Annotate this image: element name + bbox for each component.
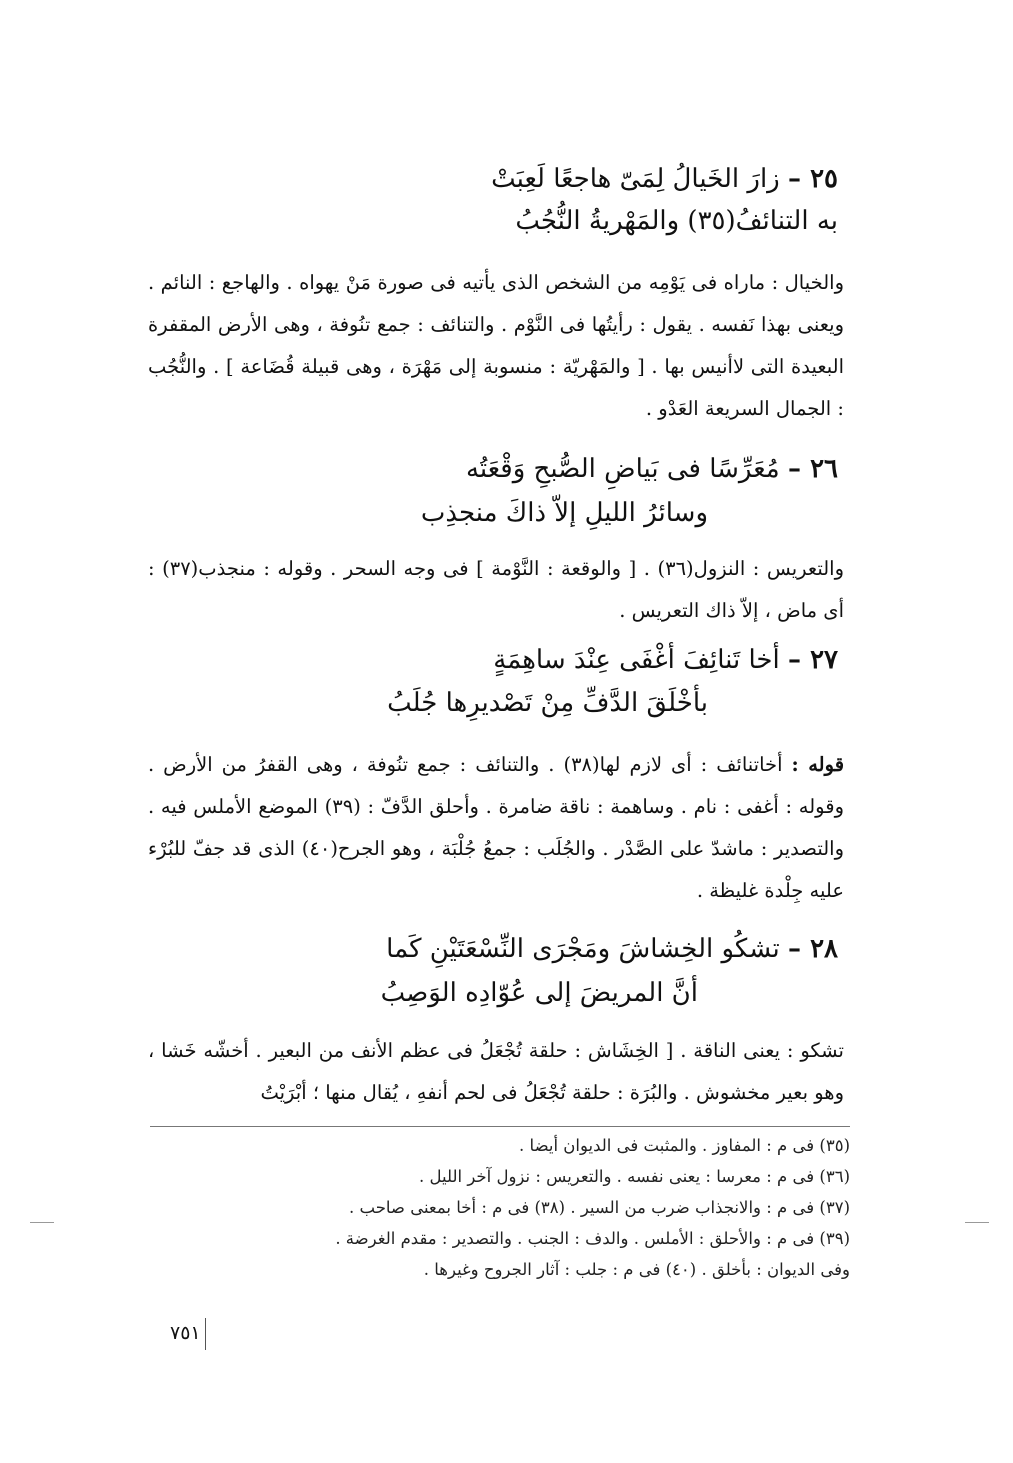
verse-28-second-hemistich: أنَّ المريضَ إلى عُوّادِه الوَصِبُ [380,978,698,1008]
verse-number: ٢٥ – [788,164,838,194]
footnote-divider [150,1126,850,1127]
commentary-verse-25: والخيال : ماراه فى يَوْمِه من الشخص الذى يأتيه فى صورة مَنْ يهواه . والهاجع : النائم . ويعنى بهذا نَفسه . يقول : رأيتُها فى النَّوْم . والتنائف : جمع تنُوفة ، وهى الأرض المقفرة البعيدة التى لاأنيس بها . [ والمَهْريّة : منسوبة إلى مَهْرَة ، وهى قبيلة قُضَاعة ] . والنُّجُب : الجمال السريعة العَدْو . [148,271,844,420]
footnote-37-38: (٣٧) فى م : والانجذاب ضرب من السير . (٣٨) فى م : أخا بمعنى صاحب . [349,1198,850,1217]
margin-bar [205,1318,206,1350]
hemistich-text: تشكُو الخِشاشَ ومَجْرَى النِّسْعَتَيْنِ كَما [386,934,780,964]
commentary-text: أخاتنائف : أى لازم لها(٣٨) . والتنائف : جمع تنُوفة ، وهى القفرُ من الأرض . وقوله : أغفى : نام . وساهمة : ناقة ضامرة . وأحلق الدَّفّ : (٣٩) الموضع الأملس فيه . والتصدير : ماشدّ على الصَّدْر . والجُلَب : جمعُ جُلْبَة ، وهو الجرح(٤٠) الذى قد جفّ للبُرْء عليه جِلْدة غليظة . [148,753,844,902]
commentary-label: قوله : [791,753,845,776]
verse-28-first-hemistich [386,932,838,966]
verse-26-second-hemistich: وسائرُ الليلِ إلاّ ذاكَ منجذِب [420,498,708,528]
commentary-verse-27 [148,744,844,912]
verse-26-first-hemistich [466,452,838,486]
footnote-36: (٣٦) فى م : معرسا : يعنى نفسه . والتعريس : نزول آخر الليل . [419,1167,850,1186]
verse-number: ٢٦ – [788,454,838,484]
hemistich-text: مُعَرِّسًا فى بَياضِ الصُّبحِ وَقْعَتُه [465,454,780,484]
hemistich-text: زارَ الخَيالُ لِمَىّ هاجعًا لَعِبَتْ [491,164,780,194]
verse-27-first-hemistich [493,643,838,677]
verse-27-second-hemistich: بأخْلَقَ الدَّفِّ مِنْ تَصْديرِها جُلَبُ [387,688,708,718]
footnote-39-cont-40: وفى الديوان : بأخلق . (٤٠) فى م : جلب : آثار الجروح وغيرها . [423,1260,850,1279]
footnote-35: (٣٥) فى م : المفاوز . والمثبت فى الديوان أيضا . [519,1136,850,1155]
footnotes [130,1130,850,1285]
page-number: ٧٥١ [170,1322,201,1344]
margin-tick [30,1222,54,1223]
verse-number: ٢٨ – [788,934,838,964]
footnote-39: (٣٩) فى م : والأحلق : الأملس . والدف : الجنب . والتصدير : مقدم الغرضة . [335,1229,850,1248]
margin-tick [965,1222,989,1223]
verse-25-first-hemistich [491,162,838,196]
hemistich-text: أخا تَنائِفَ أغْفَى عِنْدَ ساهِمَةٍ [493,645,780,675]
verse-number: ٢٧ – [788,645,838,675]
commentary-verse-28: تشكو : يعنى الناقة . [ الخِشَاش : حلقة تُجْعَلُ فى عظم الأنف من البعير . أخشّه خَشا ، وهو بعير مخشوش . والبُرَة : حلقة تُجْعَلُ فى لحم أنفهِ ، يُقال منها ؛ أبْرَيْتُ [148,1039,844,1104]
verse-25-second-hemistich: به التنائفُ(٣٥) والمَهْريةُ النُّجُبُ [515,206,838,236]
commentary-verse-26: والتعريس : النزول(٣٦) . [ والوقعة : النَّوْمة ] فى وجه السحر . وقوله : منجذب(٣٧) : أى ماض ، إلاّ ذاك التعريس . [148,557,844,622]
